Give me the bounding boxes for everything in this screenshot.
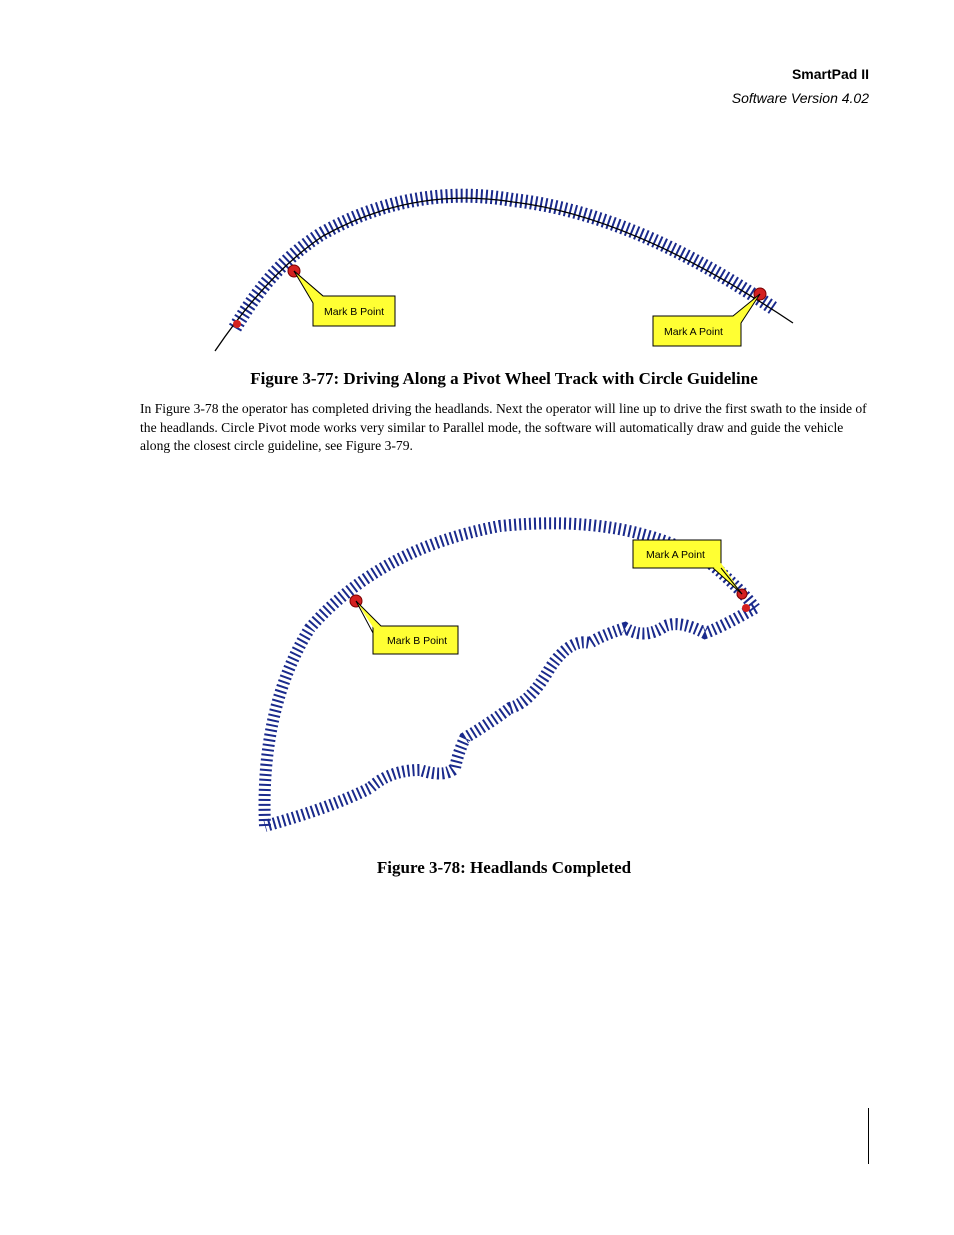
callout-mark-b	[294, 271, 395, 326]
body-paragraph: In Figure 3-78 the operator has completed driving the headlands. Next the operator will line up to drive the first swath to the inside of the headlands. Circle Pivot mode works very similar to Parallel mode, the software will automatically draw and guide the vehicle along the closest circle guideline, see Figure 3-79.	[140, 401, 867, 453]
headland-return-track	[265, 608, 755, 826]
callout-mark-a-label: Mark A Point	[664, 326, 723, 338]
callout-mark-a-label: Mark A Point	[646, 549, 705, 561]
figure-pivot-track	[213, 178, 798, 353]
page-margin-rule	[868, 1108, 869, 1164]
callout-mark-b-label: Mark B Point	[324, 306, 385, 318]
callout-mark-b	[356, 601, 458, 654]
callout-mark-a	[653, 294, 760, 346]
end-point-marker	[233, 320, 241, 328]
callout-mark-a	[633, 540, 742, 594]
software-version: Software Version 4.02	[731, 90, 869, 106]
headland-arc-track	[265, 523, 755, 826]
document-title: SmartPad II	[791, 66, 869, 82]
figure-3-78-caption: Figure 3-78: Headlands Completed	[376, 858, 632, 877]
end-point-marker	[742, 604, 750, 612]
callout-mark-b-label: Mark B Point	[387, 635, 448, 647]
figure-3-77-caption: Figure 3-77: Driving Along a Pivot Wheel Track with Circle Guideline	[250, 369, 758, 388]
figure-headlands-completed	[250, 508, 770, 840]
